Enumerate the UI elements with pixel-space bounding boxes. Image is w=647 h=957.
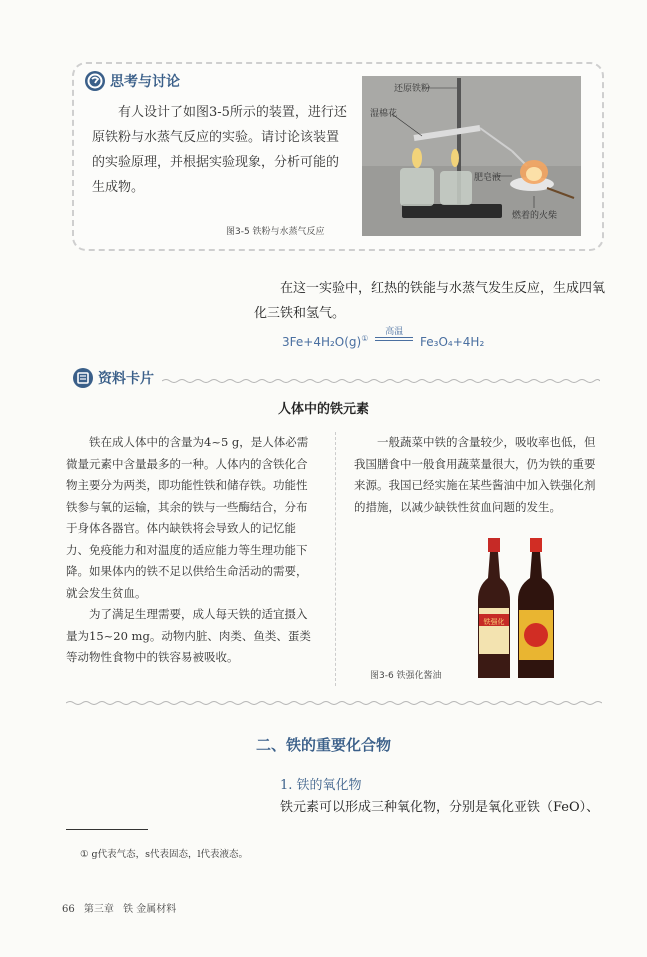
- section-heading: 二、铁的重要化合物: [255, 736, 391, 754]
- equation-condition: [375, 327, 413, 348]
- bottle-label: 铁强化: [483, 618, 505, 626]
- label-cotton: 湿棉花: [370, 109, 398, 119]
- left-paragraph-1: 铁在成人体中的含量为4~5 g，是人体必需微量元素中含量最多的一种。人体内的含铁化合物主要分为两类，即功能性铁和储存铁。功能性铁参与氧的运输，其余的铁与一些酶结合，分布于身体各器官。体内缺铁将会导致人的记忆能力、免疫能力和对温度的适应能力等生理功能下降。如果体内的铁不足以供给生命活动的需要，就会发生贫血。: [66, 435, 309, 600]
- discussion-body: 有人设计了如图3-5所示的装置，进行还原铁粉与水蒸气反应的实验。请讨论该装置的实验原理，并根据实验现象，分析可能的生成物。: [92, 105, 347, 195]
- left-paragraph-2: 为了满足生理需要，成人每天铁的适宜摄入量为15~20 mg。动物内脏、肉类、鱼类、蛋类等动物性食物中的铁容易被吸收。: [66, 607, 311, 664]
- data-card-title: 资料卡片: [98, 371, 154, 387]
- data-card-right-column: [354, 432, 602, 518]
- data-card-left-column: [66, 432, 318, 669]
- data-card-top-rule: [162, 378, 600, 384]
- right-paragraph-1: 一般蔬菜中铁的含量较少，吸收率也低，但我国膳食中一般食用蔬菜量很大，仍为铁的重要来源。我国已经实施在某些酱油中加入铁强化剂的措施，以减少缺铁性贫血问题的发生。: [354, 435, 596, 514]
- intro-paragraph: 在这一实验中，红热的铁能与水蒸气发生反应，生成四氧化三铁和氢气。: [254, 281, 606, 321]
- column-divider: [335, 432, 336, 686]
- discussion-icon: [84, 70, 106, 92]
- data-card-bottom-rule: [66, 700, 602, 706]
- label-soap: 肥皂液: [474, 173, 502, 183]
- chemical-equation: [282, 327, 485, 349]
- footnote-rule: [66, 829, 148, 830]
- oxides-paragraph: 铁元素可以形成三种氧化物，分别是氧化亚铁（FeO）、: [280, 800, 600, 815]
- chapter-title: 铁 金属材料: [123, 904, 177, 915]
- footnote: ① g代表气态，s代表固态，l代表液态。: [80, 849, 249, 860]
- equation-footnote-marker: ①: [361, 334, 369, 343]
- chapter-label: 第三章: [83, 904, 114, 915]
- equation-condition-text: 高温: [385, 327, 404, 337]
- data-card-icon: [72, 367, 94, 389]
- equation-reactants: 3Fe+4H₂O(g): [282, 335, 362, 349]
- page-number: 66: [62, 904, 75, 915]
- figure-3-6-caption: 图3-6 铁强化酱油: [370, 671, 442, 681]
- label-flame: 燃着的火柴: [512, 211, 558, 221]
- soy-sauce-bottles-photo: [478, 538, 558, 680]
- label-iron-powder: 还原铁粉: [394, 84, 431, 94]
- page-footer: [62, 900, 182, 915]
- figure-3-5-caption: 图3-5 铁粉与水蒸气反应: [226, 227, 325, 237]
- iron-steam-apparatus-photo: [362, 76, 581, 236]
- data-card-heading: 人体中的铁元素: [277, 402, 369, 417]
- equation-products: Fe₃O₄+4H₂: [420, 335, 485, 349]
- subsection-heading: 1. 铁的氧化物: [280, 778, 362, 793]
- discussion-title: 思考与讨论: [110, 74, 180, 90]
